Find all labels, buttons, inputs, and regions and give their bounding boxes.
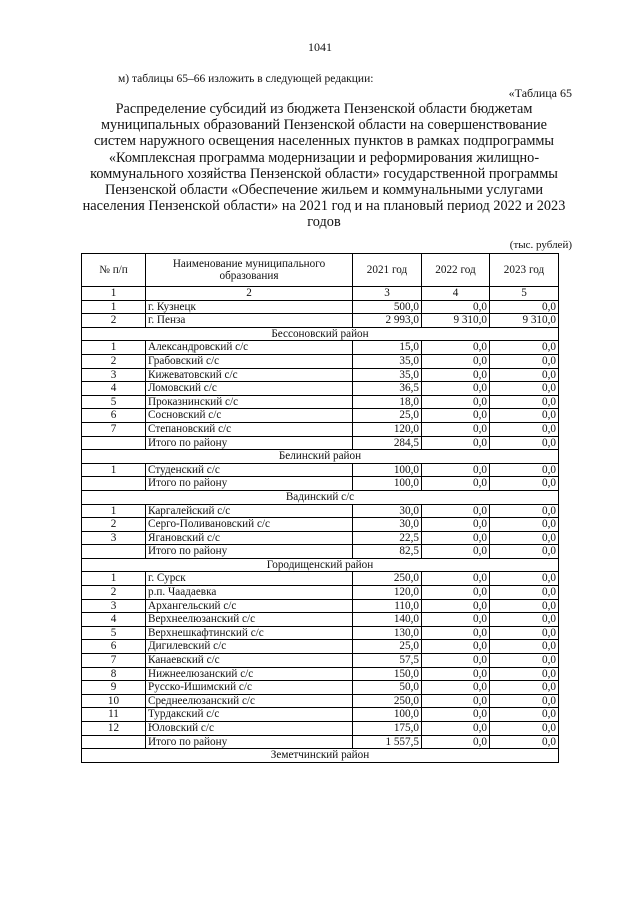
header-municipality: Наименование муниципального образования [146, 254, 353, 287]
table-row [82, 531, 559, 545]
value-2022: 0,0 [422, 395, 490, 409]
value-2023: 0,0 [490, 409, 559, 423]
value-2022: 0,0 [422, 708, 490, 722]
value-2021: 100,0 [353, 463, 422, 477]
municipality-name: Грабовский с/с [146, 354, 353, 368]
value-2023: 0,0 [490, 572, 559, 586]
table-row [82, 463, 559, 477]
value-2022: 0,0 [422, 667, 490, 681]
table-row [82, 382, 559, 396]
value-2022: 0,0 [422, 436, 490, 450]
row-number: 4 [82, 382, 146, 396]
value-2022: 0,0 [422, 586, 490, 600]
value-2023: 0,0 [490, 654, 559, 668]
value-2023: 0,0 [490, 586, 559, 600]
row-number: 7 [82, 654, 146, 668]
value-2023: 0,0 [490, 640, 559, 654]
municipality-name: Сосновский с/с [146, 409, 353, 423]
municipality-name: Каргалейский с/с [146, 504, 353, 518]
value-2022: 0,0 [422, 504, 490, 518]
row-number: 2 [82, 586, 146, 600]
district-name: Вадинский с/с [82, 490, 559, 504]
municipality-name: Нижнеелюзанский с/с [146, 667, 353, 681]
row-number: 3 [82, 531, 146, 545]
table-body [82, 287, 559, 763]
row-number: 1 [82, 300, 146, 314]
table-row [82, 395, 559, 409]
municipality-name: Архангельский с/с [146, 599, 353, 613]
value-2021: 30,0 [353, 504, 422, 518]
value-2021: 130,0 [353, 626, 422, 640]
value-2022: 0,0 [422, 545, 490, 559]
value-2021: 2 993,0 [353, 314, 422, 328]
municipality-name: Ломовский с/с [146, 382, 353, 396]
municipality-name: р.п. Чаадаевка [146, 586, 353, 600]
row-number: 5 [82, 626, 146, 640]
municipality-name: Степановский с/с [146, 422, 353, 436]
value-2023: 0,0 [490, 341, 559, 355]
district-header-row [82, 327, 559, 341]
value-2021: 175,0 [353, 722, 422, 736]
value-2023: 0,0 [490, 395, 559, 409]
column-number: 1 [82, 287, 146, 301]
row-number: 3 [82, 368, 146, 382]
row-number: 2 [82, 314, 146, 328]
table-row [82, 518, 559, 532]
row-number: 10 [82, 694, 146, 708]
row-number: 9 [82, 681, 146, 695]
row-number: 3 [82, 599, 146, 613]
value-2021: 15,0 [353, 341, 422, 355]
value-2021: 120,0 [353, 586, 422, 600]
municipality-name: Студенский с/с [146, 463, 353, 477]
value-2022: 0,0 [422, 518, 490, 532]
municipality-name: Верхнешкафтинский с/с [146, 626, 353, 640]
table-row [82, 667, 559, 681]
district-total-row [82, 477, 559, 491]
value-2023: 0,0 [490, 545, 559, 559]
row-number [82, 436, 146, 450]
row-number: 1 [82, 341, 146, 355]
value-2021: 100,0 [353, 708, 422, 722]
value-2021: 140,0 [353, 613, 422, 627]
value-2021: 150,0 [353, 667, 422, 681]
value-2022: 0,0 [422, 626, 490, 640]
row-number: 2 [82, 518, 146, 532]
value-2023: 0,0 [490, 463, 559, 477]
value-2023: 0,0 [490, 708, 559, 722]
value-2021: 82,5 [353, 545, 422, 559]
value-2023: 0,0 [490, 531, 559, 545]
value-2022: 0,0 [422, 368, 490, 382]
value-2022: 0,0 [422, 382, 490, 396]
value-2022: 0,0 [422, 341, 490, 355]
district-name: Земетчинский район [82, 749, 559, 763]
value-2023: 0,0 [490, 626, 559, 640]
district-total-row [82, 545, 559, 559]
column-number: 3 [353, 287, 422, 301]
value-2022: 0,0 [422, 409, 490, 423]
value-2023: 0,0 [490, 599, 559, 613]
value-2021: 30,0 [353, 518, 422, 532]
value-2023: 9 310,0 [490, 314, 559, 328]
value-2022: 0,0 [422, 599, 490, 613]
value-2022: 0,0 [422, 694, 490, 708]
column-number: 5 [490, 287, 559, 301]
row-number: 5 [82, 395, 146, 409]
value-2023: 0,0 [490, 422, 559, 436]
district-header-row [82, 749, 559, 763]
table-row [82, 694, 559, 708]
municipality-name: Русско-Ишимский с/с [146, 681, 353, 695]
row-number: 1 [82, 504, 146, 518]
value-2023: 0,0 [490, 518, 559, 532]
value-2022: 0,0 [422, 613, 490, 627]
municipality-name: Юловский с/с [146, 722, 353, 736]
value-2022: 0,0 [422, 300, 490, 314]
table-row [82, 599, 559, 613]
municipality-name: Итого по району [146, 477, 353, 491]
table-label: «Таблица 65 [508, 86, 572, 100]
row-number: 12 [82, 722, 146, 736]
header-2023: 2023 год [490, 254, 559, 287]
municipality-name: Среднеелюзанский с/с [146, 694, 353, 708]
municipality-name: Верхнеелюзанский с/с [146, 613, 353, 627]
row-number: 6 [82, 640, 146, 654]
value-2023: 0,0 [490, 735, 559, 749]
row-number: 11 [82, 708, 146, 722]
document-title: Распределение субсидий из бюджета Пензенской области бюджетам муниципальных образований Пензенской области на совершенствование систем наружного освещения населенных пунктов в рамках подпрограммы «Комплексная программа модернизации и реформирования жилищно-коммунального хозяйства Пензенской области» государственной программы Пензенской области «Обеспечение жильем и коммунальными услугами населения Пензенской области» на 2021 год и на плановый период 2022 и 2023 годов [82, 101, 566, 231]
value-2022: 0,0 [422, 422, 490, 436]
value-2021: 284,5 [353, 436, 422, 450]
value-2021: 1 557,5 [353, 735, 422, 749]
value-2023: 0,0 [490, 504, 559, 518]
subsidy-table [81, 253, 559, 763]
table-row [82, 654, 559, 668]
value-2023: 0,0 [490, 694, 559, 708]
row-number: 1 [82, 572, 146, 586]
municipality-name: г. Пенза [146, 314, 353, 328]
table-row [82, 572, 559, 586]
table-row [82, 626, 559, 640]
value-2022: 0,0 [422, 531, 490, 545]
municipality-name: Итого по району [146, 436, 353, 450]
row-number: 7 [82, 422, 146, 436]
value-2021: 250,0 [353, 572, 422, 586]
district-header-row [82, 490, 559, 504]
value-2023: 0,0 [490, 382, 559, 396]
table-row [82, 368, 559, 382]
table-row [82, 613, 559, 627]
municipality-name: Итого по району [146, 545, 353, 559]
table-row [82, 354, 559, 368]
value-2021: 35,0 [353, 368, 422, 382]
value-2022: 0,0 [422, 463, 490, 477]
district-name: Белинский район [82, 450, 559, 464]
table-row [82, 708, 559, 722]
value-2023: 0,0 [490, 436, 559, 450]
table-row [82, 341, 559, 355]
municipality-name: Ягановский с/с [146, 531, 353, 545]
value-2021: 250,0 [353, 694, 422, 708]
value-2023: 0,0 [490, 354, 559, 368]
municipality-name: Итого по району [146, 735, 353, 749]
value-2021: 57,5 [353, 654, 422, 668]
municipality-name: Канаевский с/с [146, 654, 353, 668]
municipality-name: г. Сурск [146, 572, 353, 586]
municipality-name: Дигилевский с/с [146, 640, 353, 654]
district-name: Городищенский район [82, 558, 559, 572]
value-2023: 0,0 [490, 477, 559, 491]
table-header-row [82, 254, 559, 287]
table-row [82, 586, 559, 600]
value-2023: 0,0 [490, 368, 559, 382]
value-2023: 0,0 [490, 613, 559, 627]
page-number: 1041 [308, 40, 332, 54]
row-number: 1 [82, 463, 146, 477]
value-2021: 25,0 [353, 640, 422, 654]
header-2022: 2022 год [422, 254, 490, 287]
table-row [82, 300, 559, 314]
value-2022: 0,0 [422, 477, 490, 491]
row-number: 6 [82, 409, 146, 423]
value-2021: 50,0 [353, 681, 422, 695]
municipality-name: Турдакский с/с [146, 708, 353, 722]
value-2022: 0,0 [422, 722, 490, 736]
units-note: (тыс. рублей) [509, 239, 572, 251]
value-2023: 0,0 [490, 722, 559, 736]
header-number: № п/п [82, 254, 146, 287]
row-number: 8 [82, 667, 146, 681]
value-2022: 0,0 [422, 354, 490, 368]
row-number: 4 [82, 613, 146, 627]
district-total-row [82, 436, 559, 450]
district-header-row [82, 450, 559, 464]
value-2021: 500,0 [353, 300, 422, 314]
table-row [82, 722, 559, 736]
municipality-name: Кижеватовский с/с [146, 368, 353, 382]
value-2021: 25,0 [353, 409, 422, 423]
row-number: 2 [82, 354, 146, 368]
municipality-name: Александровский с/с [146, 341, 353, 355]
value-2022: 9 310,0 [422, 314, 490, 328]
value-2022: 0,0 [422, 654, 490, 668]
value-2021: 36,5 [353, 382, 422, 396]
value-2021: 120,0 [353, 422, 422, 436]
value-2021: 110,0 [353, 599, 422, 613]
value-2022: 0,0 [422, 681, 490, 695]
table-row [82, 504, 559, 518]
table-row [82, 422, 559, 436]
value-2023: 0,0 [490, 681, 559, 695]
value-2021: 22,5 [353, 531, 422, 545]
column-number: 2 [146, 287, 353, 301]
municipality-name: Серго-Поливановский с/с [146, 518, 353, 532]
table-row [82, 314, 559, 328]
district-header-row [82, 558, 559, 572]
value-2021: 35,0 [353, 354, 422, 368]
municipality-name: Проказнинский с/с [146, 395, 353, 409]
value-2022: 0,0 [422, 572, 490, 586]
table-row [82, 640, 559, 654]
table-row [82, 409, 559, 423]
header-2021: 2021 год [353, 254, 422, 287]
value-2021: 100,0 [353, 477, 422, 491]
value-2023: 0,0 [490, 667, 559, 681]
municipality-name: г. Кузнецк [146, 300, 353, 314]
value-2022: 0,0 [422, 735, 490, 749]
value-2023: 0,0 [490, 300, 559, 314]
row-number [82, 735, 146, 749]
row-number [82, 477, 146, 491]
row-number [82, 545, 146, 559]
district-name: Бессоновский район [82, 327, 559, 341]
column-number: 4 [422, 287, 490, 301]
value-2022: 0,0 [422, 640, 490, 654]
district-total-row [82, 735, 559, 749]
value-2021: 18,0 [353, 395, 422, 409]
column-number-row [82, 287, 559, 301]
table-row [82, 681, 559, 695]
amendment-intro: м) таблицы 65–66 изложить в следующей редакции: [118, 73, 374, 85]
